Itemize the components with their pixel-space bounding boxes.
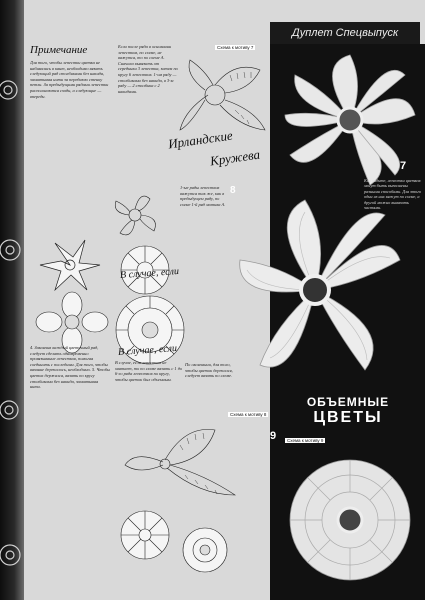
scheme-label-8: Схема к мотиву 8 — [230, 412, 267, 417]
section-title — [286, 395, 410, 427]
bottom-right-text: По окончании, для того, чтобы цветок держался, следует вязать по схеме. — [185, 362, 233, 379]
case-label-2: В случае, если — [117, 342, 178, 359]
section-title-line2: ЦВЕТЫ — [313, 409, 383, 426]
irish-lace-title-line1: Ирландские — [167, 127, 234, 152]
crochet-flower-photo-7 — [275, 45, 425, 195]
section-title-line1: ОБЪЕМНЫЕ — [306, 395, 390, 409]
crochet-flower-photo-8 — [235, 190, 410, 390]
bottom-middle-text: В случае, если лепестков не хватает, то по схеме вязать с 1 до 6-го ряда лепестков по кругу, чтобы цветок был объемным. — [115, 360, 183, 382]
scheme-label-9: Схема к мотиву 9 — [287, 438, 324, 443]
bottom-left-text: 4. Закончив каждый цветочный ряд, следует сделать одновременно провязывание лепестков, помогая соединить с последним. Для того, чтобы вязание держалось, необходимо. 5. Чтобы цветок держался, вязать по кругу столбиками без накида, захватывая нити. — [30, 345, 110, 390]
motif-number-9: 9 — [270, 430, 277, 442]
middle-note: 1-ые ряды лепестков вяжутся так же, как в предыдущем ряду, по схеме 1-й ряд мотива А. — [180, 185, 226, 207]
side-note: Как видите, лепестки цветков могут быть выполнены разными способами. Для этого один из них вяжут по схеме, а другой можно вывязать частями. — [364, 178, 422, 211]
irish-lace-title-line2: Кружева — [209, 146, 261, 169]
motif-number-8: 8 — [230, 185, 236, 196]
scheme-label-7: Схема к мотиву 7 — [217, 45, 254, 50]
crochet-scheme-star — [35, 235, 105, 295]
top-middle-text: Если после ряда в основании лепестков, по схеме, не вяжутся, то по схеме А. Сначала вывязать от серединки 3 лепестка, затем по кругу 6 лепестков. 1-ом ряду — столбиками без накида, в 3-м ряду — 2 столбика с 2 накидами. — [118, 44, 178, 94]
case-label-1: В случае, если — [119, 265, 180, 282]
crochet-scheme-wheel-2 — [175, 520, 235, 580]
crochet-scheme-small-flower — [110, 185, 180, 245]
crochet-scheme-7 — [175, 55, 275, 135]
crochet-flower-photo-9 — [275, 445, 425, 600]
notes-title: Примечание — [30, 44, 88, 56]
crochet-scheme-round-motif — [110, 290, 190, 370]
crochet-scheme-wheel-1 — [115, 505, 175, 565]
spine-flower-decoration — [0, 0, 24, 600]
motif-number-7: 7 — [400, 160, 407, 172]
crochet-scheme-leaf — [115, 420, 255, 500]
notes-text: Для того, чтобы лепестки цветка не набивались в кант, необходимо вязать следующий ряд столбиками без накида, захватывая нити за переднюю стенку петли. За предыдущими рядами лепестки располагаются сзади, а следующие — впереди. — [30, 60, 109, 99]
magazine-header: Дуплет Спецвыпуск — [270, 22, 420, 44]
